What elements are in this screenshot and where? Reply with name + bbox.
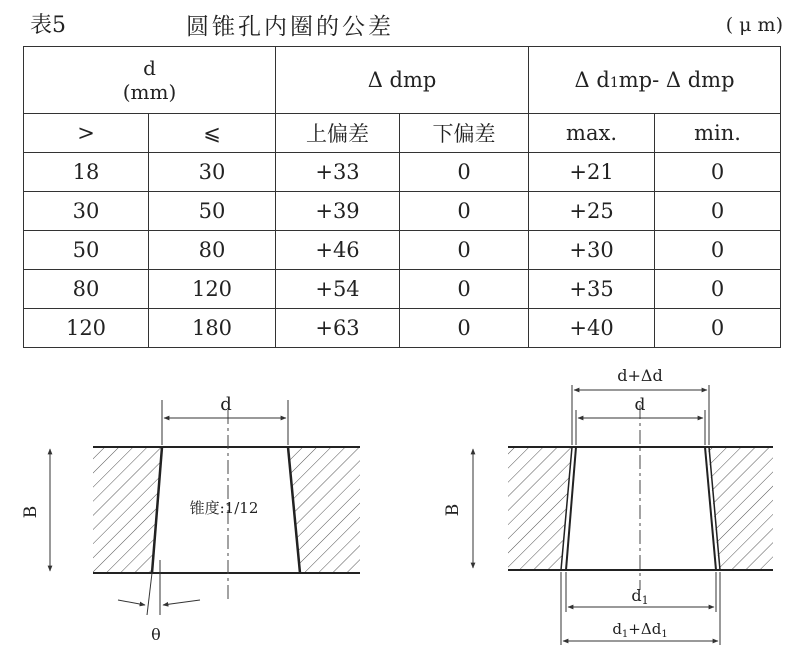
subheader-lower: 下偏差 — [400, 114, 529, 153]
table-cell: +25 — [529, 192, 655, 231]
table-cell: +35 — [529, 270, 655, 309]
header-d-label: d — [143, 56, 156, 80]
header-d1mp-pre: Δ d — [574, 68, 610, 92]
table-cell: +40 — [529, 309, 655, 348]
table-title: 圆锥孔内圈的公差 — [186, 14, 394, 40]
table-cell: 50 — [149, 192, 276, 231]
table-cell: 0 — [400, 270, 529, 309]
table-row — [24, 231, 781, 270]
table-subheader-row — [24, 114, 781, 153]
theta-wall-extension — [147, 573, 152, 615]
table-cell: +54 — [276, 270, 400, 309]
table-cell: +39 — [276, 192, 400, 231]
taper-label: 锥度:1/12 — [189, 499, 259, 517]
table-cell: +30 — [529, 231, 655, 270]
theta-label: θ — [151, 625, 161, 644]
d-plus-label: d+Δd — [617, 366, 663, 385]
table-cell: 50 — [24, 231, 149, 270]
d-label: d — [634, 395, 646, 415]
table-cell: 0 — [655, 270, 781, 309]
subheader-max: max. — [529, 114, 655, 153]
d-label: d — [220, 394, 232, 415]
subheader-upper: 上偏差 — [276, 114, 400, 153]
subheader-min: min. — [655, 114, 781, 153]
subheader-le: ⩽ — [149, 114, 276, 153]
table-row — [24, 192, 781, 231]
table-cell: 80 — [24, 270, 149, 309]
table-unit: ( μ m) — [725, 14, 783, 36]
b-label: B — [21, 505, 41, 519]
theta-arrow-left — [118, 600, 145, 605]
table-cell: 120 — [24, 309, 149, 348]
d1-plus-label: $d_1+\Delta d_1$ — [612, 620, 668, 640]
header-d1mp-sub: 1 — [609, 75, 619, 91]
header-d1mp — [529, 47, 781, 114]
table-caption — [0, 4, 801, 42]
table-row — [24, 153, 781, 192]
d1-label: d1 — [631, 586, 649, 607]
table-cell: +33 — [276, 153, 400, 192]
table-cell: 0 — [400, 153, 529, 192]
header-dmp: Δ dmp — [276, 47, 529, 114]
b-label: B — [443, 503, 463, 517]
table-cell: +63 — [276, 309, 400, 348]
table-row — [24, 270, 781, 309]
tapered-bore-diagram — [0, 350, 400, 660]
theta-arrow-right — [163, 600, 200, 605]
table-cell: 0 — [655, 192, 781, 231]
left-section-hatch — [93, 447, 162, 573]
table-cell: 0 — [400, 231, 529, 270]
table-cell: +21 — [529, 153, 655, 192]
table-cell: 0 — [655, 153, 781, 192]
table-row — [24, 309, 781, 348]
table-header-row — [24, 47, 781, 114]
table-number: 表5 — [30, 13, 66, 38]
tapered-bore-tolerance-diagram — [400, 350, 801, 660]
subheader-gt: > — [24, 114, 149, 153]
table-cell: 0 — [655, 309, 781, 348]
table-cell: 30 — [149, 153, 276, 192]
header-d — [24, 47, 276, 114]
table-cell: 180 — [149, 309, 276, 348]
table-cell: 0 — [400, 192, 529, 231]
table-cell: 30 — [24, 192, 149, 231]
table-cell: 0 — [655, 231, 781, 270]
table-cell: +46 — [276, 231, 400, 270]
header-d1mp-post: mp- Δ dmp — [618, 68, 735, 92]
header-d-unit: (mm) — [122, 80, 177, 104]
table-cell: 120 — [149, 270, 276, 309]
table-cell: 0 — [400, 309, 529, 348]
tolerance-table — [23, 46, 781, 348]
table-cell: 18 — [24, 153, 149, 192]
table-cell: 80 — [149, 231, 276, 270]
